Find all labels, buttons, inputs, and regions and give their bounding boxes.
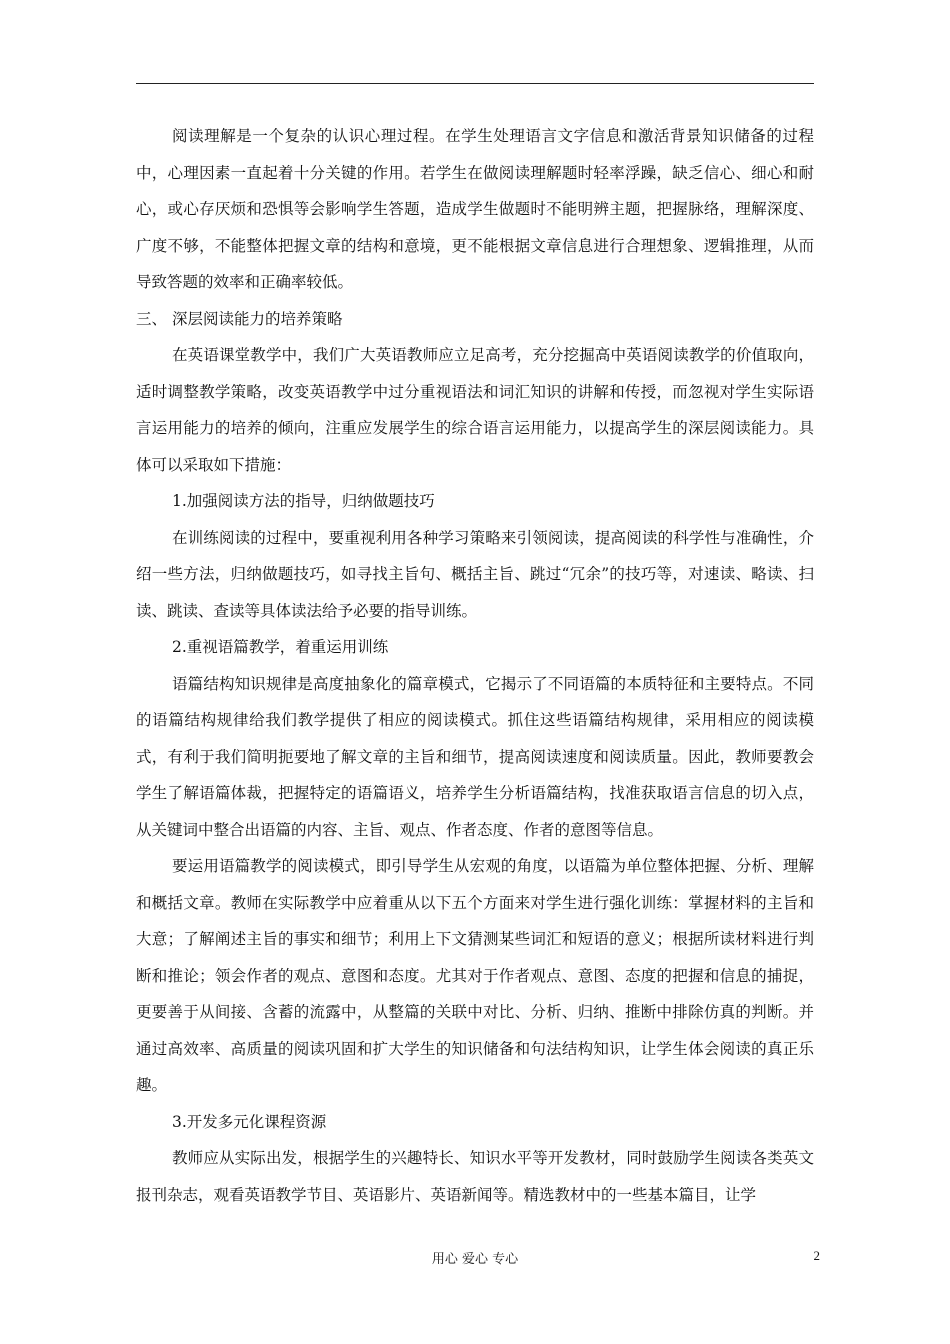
footer-slogan: 用心 爱心 专心 [431, 1252, 519, 1267]
document-body [136, 118, 814, 1213]
paragraph-strategy-intro: 在英语课堂教学中，我们广大英语教师应立足高考，充分挖掘高中英语阅读教学的价值取向，适时调整教学策略，改变英语教学中过分重视语法和词汇知识的讲解和传授，而忽视对学生实际语言运用能力的培养的倾向，注重应发展学生的综合语言运用能力，以提高学生的深层阅读能力。具体可以采取如下措施： [136, 346, 814, 474]
paragraph-discourse-teaching: 要运用语篇教学的阅读模式，即引导学生从宏观的角度，以语篇为单位整体把握、分析、理解和概括文章。教师在实际教学中应着重从以下五个方面来对学生进行强化训练：掌握材料的主旨和大意；了解阐述主旨的事实和细节；利用上下文猜测某些词汇和短语的意义；根据所读材料进行判断和推论；领会作者的观点、意图和态度。尤其对于作者观点、意图、态度的把握和信息的捕捉，更要善于从间接、含蓄的流露中，从整篇的关联中对比、分析、归纳、推断中排除仿真的判断。并通过高效率、高质量的阅读巩固和扩大学生的知识储备和句法结构知识，让学生体会阅读的真正乐趣。 [136, 857, 814, 1094]
subheading-3: 3.开发多元化课程资源 [172, 1112, 327, 1131]
section-title: 深层阅读能力的培养策略 [172, 309, 343, 328]
subheading-1: 1.加强阅读方法的指导，归纳做题技巧 [172, 492, 435, 510]
paragraph-course-resources: 教师应从实际出发，根据学生的兴趣特长、知识水平等开发教材，同时鼓励学生阅读各类英文报刊杂志，观看英语教学节目、英语影片、英语新闻等。精选教材中的一些基本篇目，让学 [136, 1149, 814, 1204]
header-rule [136, 83, 814, 84]
subheading-2: 2.重视语篇教学，着重运用训练 [172, 638, 389, 656]
paragraph-discourse-structure: 语篇结构知识规律是高度抽象化的篇章模式，它揭示了不同语篇的本质特征和主要特点。不同的语篇结构规律给我们教学提供了相应的阅读模式。抓住这些语篇结构规律，采用相应的阅读模式，有利于我们简明扼要地了解文章的主旨和细节，提高阅读速度和阅读质量。因此，教师要教会学生了解语篇体裁，把握特定的语篇语义，培养学生分析语篇结构，找准获取语言信息的切入点，从关键词中整合出语篇的内容、主旨、观点、作者态度、作者的意图等信息。 [136, 674, 814, 839]
page-number: 2 [813, 1248, 820, 1263]
section-heading-3 [136, 301, 814, 338]
paragraph-method-guidance: 在训练阅读的过程中，要重视利用各种学习策略来引领阅读，提高阅读的科学性与准确性，介绍一些方法，归纳做题技巧，如寻找主旨句、概括主旨、跳过“冗余”的技巧等，对速读、略读、扫读、跳读、查读等具体读法给予必要的指导训练。 [136, 528, 814, 620]
section-number: 三、 [136, 309, 168, 328]
paragraph-intro: 阅读理解是一个复杂的认识心理过程。在学生处理语言文字信息和激活背景知识储备的过程中，心理因素一直起着十分关键的作用。若学生在做阅读理解题时轻率浮躁，缺乏信心、细心和耐心，或心存厌烦和恐惧等会影响学生答题，造成学生做题时不能明辨主题，把握脉络，理解深度、广度不够，不能整体把握文章的结构和意境，更不能根据文章信息进行合理想象、逻辑推理，从而导致答题的效率和正确率较低。 [136, 127, 814, 291]
